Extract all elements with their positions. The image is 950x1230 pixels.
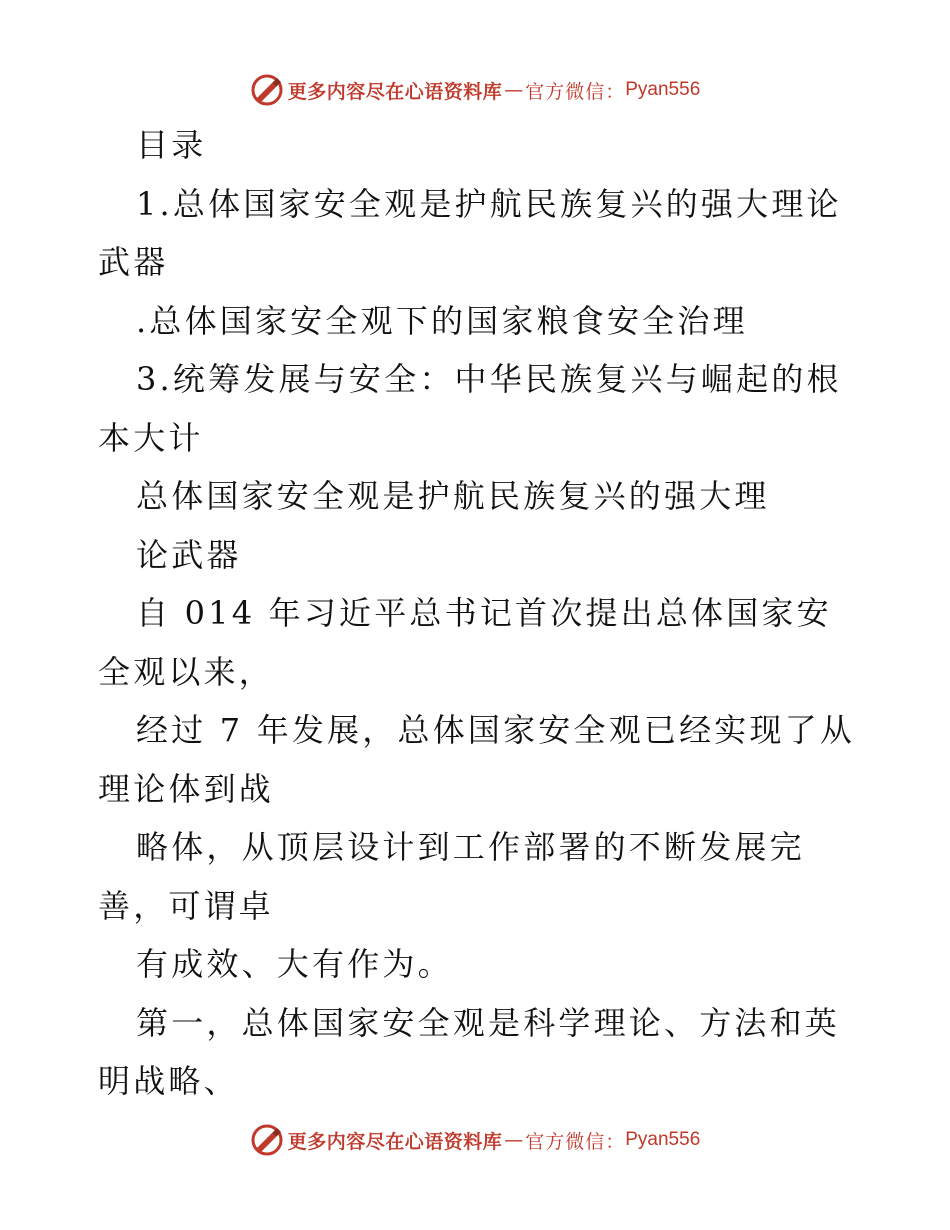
body-paragraph: 经过 7 年发展，总体国家安全观已经实现了从理论体到战 (98, 711, 856, 808)
header-brand-text: 更多内容尽在心语资料库 (287, 80, 503, 103)
toc-item-3: 3.统筹发展与安全：中华民族复兴与崛起的根本大计 (98, 360, 842, 457)
pen-logo-icon (250, 1123, 284, 1157)
toc-item-1: 1.总体国家安全观是护航民族复兴的强大理论武器 (98, 184, 842, 281)
footer-wechat-id: Pyan556 (625, 1129, 701, 1150)
header-wechat-label: 官方微信： (525, 80, 626, 103)
toc-title: 目录 (136, 126, 207, 164)
body-paragraph: 有成效、大有作为。 (136, 945, 453, 983)
header-wechat-id: Pyan556 (625, 79, 701, 100)
footer-separator: — (504, 1129, 524, 1151)
document-body (98, 116, 858, 1111)
footer-wechat-label: 官方微信： (525, 1130, 626, 1153)
footer-banner (0, 1120, 950, 1160)
section-heading-line-2: 论武器 (136, 535, 242, 574)
header-banner (0, 70, 950, 110)
body-paragraph: 略体，从顶层设计到工作部署的不断发展完善，可谓卓 (98, 828, 805, 925)
toc-item-2: .总体国家安全观下的国家粮食安全治理 (136, 301, 748, 340)
section-heading-line-1: 总体国家安全观是护航民族复兴的强大理 (136, 477, 770, 515)
body-paragraph: 自 014 年习近平总书记首次提出总体国家安全观以来， (98, 594, 832, 691)
pen-logo-icon (250, 73, 284, 107)
footer-brand-text: 更多内容尽在心语资料库 (287, 1130, 503, 1153)
header-separator: — (504, 79, 524, 101)
body-paragraph: 第一，总体国家安全观是科学理论、方法和英明战略、 (98, 1003, 841, 1100)
